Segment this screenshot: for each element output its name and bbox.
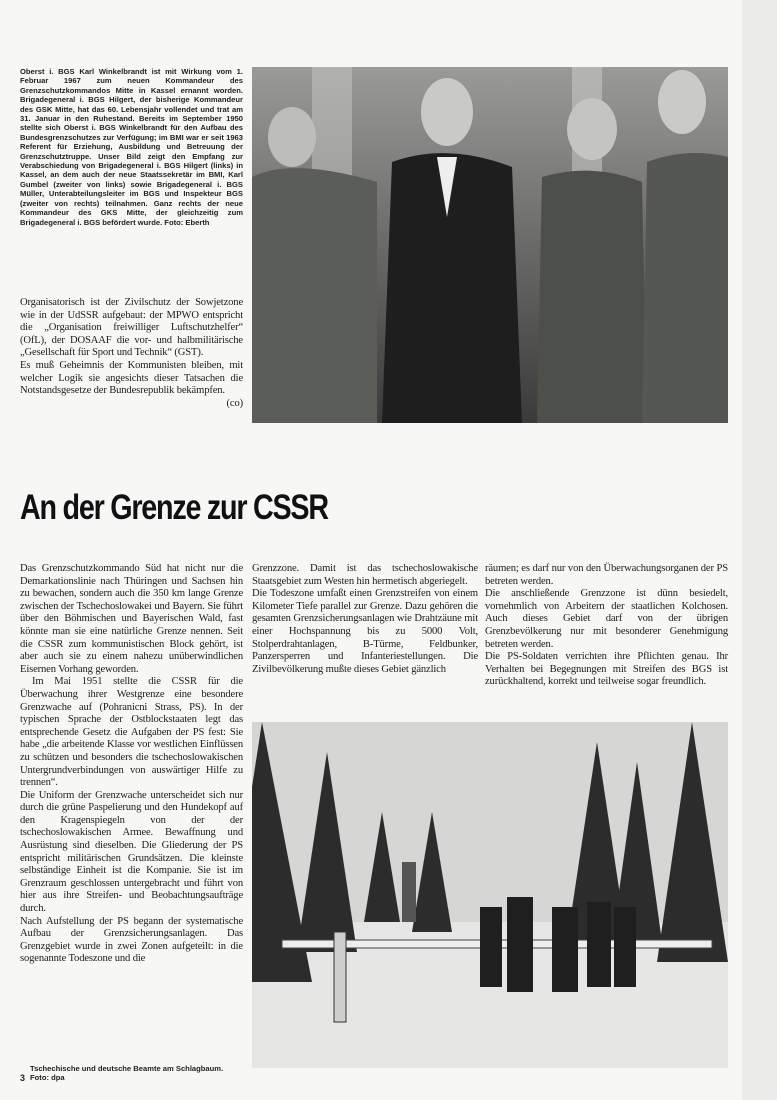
paragraph: Die PS-Soldaten verrichten ihre Pflichten genau. Ihr Verhalten bei Begegnungen mit Streifen des BGS ist zurückhaltend, korrekt und teilweise sogar freundlich. <box>485 651 728 688</box>
page-footer <box>20 1064 250 1083</box>
paragraph: Es muß Geheimnis der Kommunisten bleiben, mit welcher Logik sie angesichts dieser Tatsachen die Notstandsgesetze der Bundesrepublik bekämpfen. <box>20 359 243 397</box>
column-3 <box>485 563 728 689</box>
caption-text: Tschechische und deutsche Beamte am Schlagbaum. <box>30 1064 224 1073</box>
paragraph: räumen; es darf nur von den Überwachungsorganen der PS betreten werden. <box>485 563 728 587</box>
scan-margin <box>742 0 777 1100</box>
officials-reception-photo <box>252 67 728 423</box>
paragraph: Die Uniform der Grenzwache unterscheidet sich nur durch die grüne Paspelierung und den Hundekopf auf den Kragenspiegeln von der der tschechoslowakischen Armee. Bewaffnung und Ausrüstung sind dieselben. Die Gliederung der PS entspricht militärischen Grundsätzen. Die kleinste selbständige Einheit ist die Kompanie. Sie ist im Grenzraum geschlossen untergebracht und führt von hier aus ihre Streifen- und Beobachtungsaufträge durch. <box>20 789 243 915</box>
column-1 <box>20 563 243 966</box>
top-photo-caption: Oberst i. BGS Karl Winkelbrandt ist mit Wirkung vom 1. Februar 1967 zum neuen Kommandeur des Grenzschutzkommandos Mitte in Kassel ernannt worden. Brigadegeneral i. BGS Hilgert, der bisherige Kommandeur des GSK Mitte, hat das 60. Lebensjahr vollendet und trat am 31. Januar in den Ruhestand. Bereits im September 1950 stellte sich Oberst i. BGS Winkelbrandt für den Aufbau des Bundesgrenzschutzes zur Verfügung; im BMI war er seit 1963 Referent für Erziehung, Ausbildung und Betreuung der Grenzschutztruppe. Unser Bild zeigt den Empfang zur Verabschiedung von Brigadegeneral i. BGS Hilgert (links) in Kassel, an dem auch der neue Staatssekretär im BMI, Karl Gumbel (zweiter von links) sowie Brigadegeneral i. BGS Müller, Unterabteilungsleiter im BGS und Inspekteur BGS (zweiter von rechts) teilnahmen. Ganz rechts der neue Kommandeur des GKS Mitte, der gleichzeitig zum Brigadegeneral i. BGS befördert wurde. Foto: Eberth <box>20 67 243 227</box>
border-barrier-photo <box>252 722 728 1068</box>
paragraph: Das Grenzschutzkommando Süd hat nicht nur die Demarkationslinie nach Thüringen und Sachsen hin zu bewachen, sondern auch die 350 km lange Grenze zwischen der Tschechoslowakei und Bayern. Sie führt über den Böhmischen und Bayerischen Wald, fast könnte man sie eine natürliche Grenze nennen. Seit die CSSR zum kommunistischen Block gehört, ist aber auch sie zu einem nahezu unüberwindlichen Eisernen Vorhang geworden. <box>20 563 243 675</box>
bottom-photo-caption <box>30 1064 223 1083</box>
paragraph: Im Mai 1951 stellte die CSSR für die Überwachung ihrer Westgrenze eine besondere Grenzwache auf (Pohranicni Strass, PS). In der typischen Sprache der Ostblockstaaten legt das entsprechende Gesetz die Aufgaben der PS fest: Sie habe „die arbeitende Klasse vor westlichen Einflüssen zu schützen und besonders die tschechoslowakischen Untergrundverbindungen von auswärtiger Hilfe zu trennen“. <box>20 676 243 789</box>
page-number: 3 <box>20 1072 26 1083</box>
paragraph: Die Todeszone umfaßt einen Grenzstreifen von einem Kilometer Tiefe parallel zur Grenze. Dazu gehören die gesamten Grenzsicherungsanlagen wie Drahtzäune mit einer Hochspannung bis zu 5000 Volt, Stolperdrahtanlagen, B-Türme, Feldbunker, Panzersperren und Infanteriestellungen. Die Zivilbevölkerung mußte dieses Gebiet gänzlich <box>252 588 478 675</box>
column-2 <box>252 563 478 676</box>
paragraph: Organisatorisch ist der Zivilschutz der Sowjetzone wie in der UdSSR aufgebaut: der MPWO entspricht die „Organisation freiwilliger Luftschutzhelfer“ (OfL), der DOSAAF die vor- und halbmilitärische „Gesellschaft für Sport und Technik“ (GST). <box>20 297 243 359</box>
article-title: An der Grenze zur CSSR <box>20 488 328 527</box>
paragraph: Grenzzone. Damit ist das tschechoslowakische Staatsgebiet zum Westen hin hermetisch abgeriegelt. <box>252 563 478 587</box>
paragraph: Die anschließende Grenzzone ist dünn besiedelt, vornehmlich von Arbeitern der staatlichen Kolchosen. Auch dieses Gebiet darf von der übrigen Grenzbevölkerung nur mit besonderer Genehmigung betreten werden. <box>485 588 728 650</box>
paragraph: Nach Aufstellung der PS begann der systematische Aufbau der Grenzsicherungsanlagen. Das Grenzgebiet wurde in zwei Zonen aufgeteilt: in die sogenannte Todeszone und die <box>20 915 243 965</box>
intro-text <box>20 297 243 410</box>
author-sign: (co) <box>226 397 243 409</box>
photo-credit: Foto: dpa <box>30 1073 65 1083</box>
